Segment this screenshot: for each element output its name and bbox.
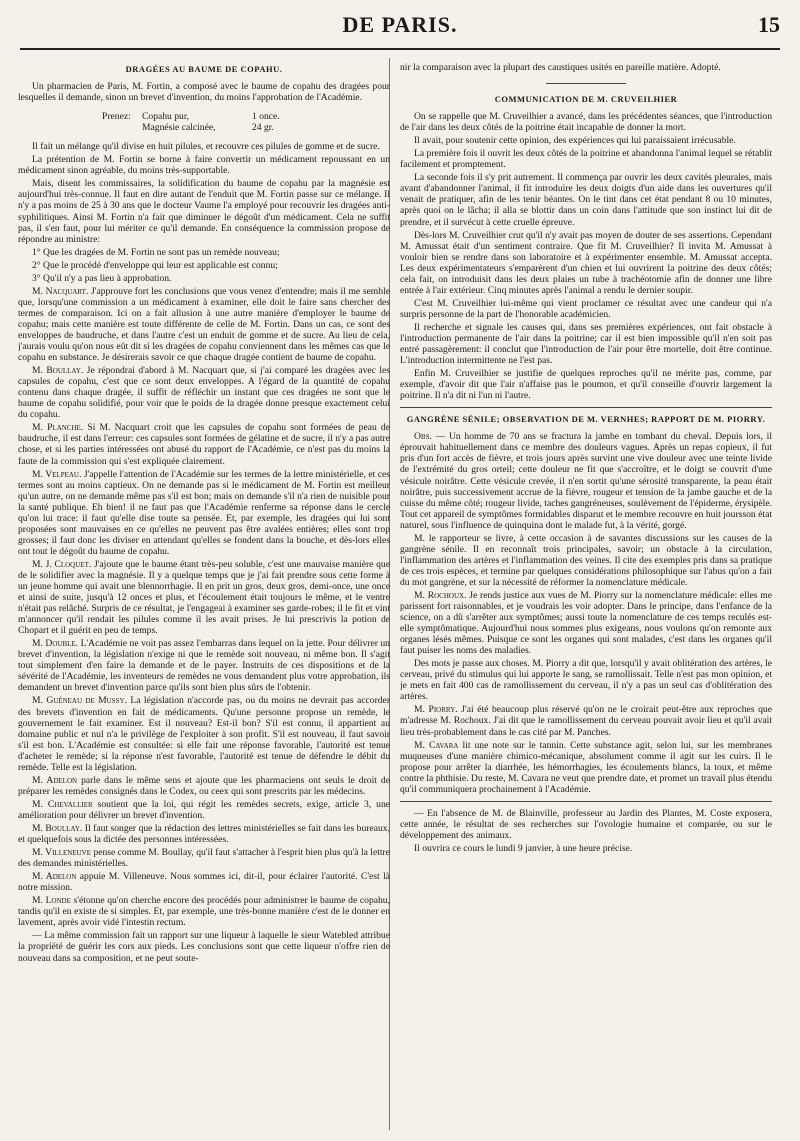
speech-paragraph: [18, 559, 390, 636]
page-header: [20, 8, 780, 48]
paragraph: Enfin M. Cruveilhier se justifie de quelques reproches qu'il ne mérite pas, comme, par exemple, d'avoir dit que l'air n'affaise pas le poumon, et qu'il conseille d'ouvrir largement la poitrine. Il n'a dit ni l'un ni l'autre.: [400, 368, 772, 402]
left-column: [18, 62, 390, 1132]
section-title-copahu: DRAGÉES AU BAUME DE COPAHU.: [125, 64, 283, 74]
speaker-name: M. Boullay.: [32, 823, 83, 834]
speech-paragraph: [18, 286, 390, 363]
speaker-name: M. Adelon: [32, 774, 78, 786]
speaker-name: M. Nacquart.: [32, 285, 89, 297]
speech-text: J'ajoute que le baume étant très-peu soluble, c'est une mauvaise manière que de le solidifier avec la magnésie. Il y a quelque temps que je j'ai fait prendre sous cette forme à un jeune homme qui avait une blennorrhagie. Il en prit un gros, deux gros, demi-once, une once et ainsi de suite, jusqu'à 12 onces et plus, et l'écoulement était toujours le même, et le ventre n'était pas relâché. Surpris de ce résultat, je l'engageai à examiner ses garde-robes; il le fit et vint m'annoncer qu'il rendait les pilules comme il les avait prises. Je lui prescrivis la potion de Chopart et il guérit en peu de temps.: [18, 558, 390, 637]
formula-quantity: 24 gr.: [252, 122, 274, 134]
paragraph: M. le rapporteur se livre, à cette occasion à de savantes discussions sur les causes de la gangrène sénile. Il en reconnaît trois principales, savoir; un obstacle à la circulation, l'inflammation des artères et l'inflammation des veines. Il cite des exemples pris dans sa pratique de ces trois espèces, et termine par quelques considérations philosophique sur l'abus qu'on a fait du mot gangrène, et sur la nécessité de réformer la nomenclature médicale.: [400, 532, 772, 588]
section-rule: [400, 407, 772, 408]
right-column: [400, 62, 772, 1132]
speech-text: L'Académie ne voit pas assez l'embarras dans lequel on la jette. Pour délivrer un brevet d'invention, la législation n'exige ni que le remède soit nouveau, ni même bon. Il s'agit tout simplement d'en faire la demande et de le payer. Instruits de ces dispositions et de la sévérité de l'Académie, les inventeurs de remèdes ne vous demandent plus votre approbation, ils demandent un brevet d'invention parce qu'ils sont bien plus sûrs de l'obtenir.: [18, 638, 390, 694]
speaker-name: M. Rochoux.: [414, 589, 467, 601]
speech-text: J'ai été beaucoup plus réservé qu'on ne le croirait peut-être aux reproches que m'adresse M. Rochoux. J'ai dit que le ramollissement du cerveau pouvait avoir lieu et qu'il avait lieu très-probablement dans le cas cité par M. Panches.: [400, 704, 772, 738]
speech-paragraph: [400, 704, 772, 737]
paragraph: Un pharmacien de Paris, M. Fortin, a composé avec le baume de copahu des dragées pour lesquelles il demande, sinon un brevet d'invention, du moins l'approbation de l'Académie.: [18, 81, 390, 104]
paragraph: C'est M. Cruveilhier lui-même qui vient proclamer ce résultat avec une candeur qui n'a surpris personne de la part de l'honorable académicien.: [400, 297, 772, 320]
speaker-name: M. Double.: [32, 638, 79, 650]
paragraph: Il fait un mélange qu'il divise en huit pilules, et recouvre ces pilules de gomme et de sucre.: [32, 141, 380, 153]
speaker-name: M. Cavara: [414, 739, 459, 751]
speech-paragraph: [18, 422, 390, 466]
speech-paragraph: [18, 799, 390, 821]
formula-block: [102, 111, 390, 133]
speaker-name: M. Boullay.: [32, 365, 84, 377]
speech-paragraph: [18, 895, 390, 928]
paragraph: — En l'absence de M. de Blainville, professeur au Jardin des Plantes, M. Coste exposera, cette année, le résultat de ses recherches sur l'ovologie humaine et comparée, ou sur le développement des animaux.: [400, 807, 772, 841]
list-item: 3° Qu'il n'y a pas lieu à approbation.: [32, 272, 172, 284]
paragraph: nir la comparaison avec la plupart des caustiques usités en pareille matière. Adopté.: [400, 62, 721, 73]
speaker-name: M. Chevallier: [32, 798, 93, 810]
paragraph: Mais, disent les commissaires, la solidification du baume de copahu par la magnésie est aujourd'hui très-connue. Il faut en dire autant de l'enduit que M. Fortin passe sur ce mélange. Il n'y a pas moins de 25 à 30 ans que le docteur Vaume l'a employé pour recouvrir les dragées anti-syphilitiques. Ainsi M. Fortin n'a fait que diminuer le dégoût d'un médicament. Cela ne suffit pas, il s'en faut, pour lui mériter ce qu'il demande. En conséquence la commission propose de répondre au ministre:: [18, 178, 390, 245]
page-number: 15: [758, 12, 780, 37]
speech-text: La législation n'accorde pas, ou du moins ne devrait pas accorder des brevets d'invention en fait de médicaments. Qu'une personne propose un remède, le gouvernement le fait examiner. Est il nouveau? Est-il bon? S'il est connu, il appartient au domaine public et nul n'a le privilège de l'exploiter à son profit. S'il est nouveau, il faut savoir s'il est bon. L'Académie est consultée: si elle fait une réponse favorable, l'autorité est tenue d'acheter le remède; si la réponse n'est favorable, l'autorité est tenue de défendre le débit du remède. Telle est la législation.: [18, 695, 390, 773]
speech-paragraph: [400, 740, 772, 795]
speaker-name: M. Velpeau.: [32, 468, 82, 480]
speech-paragraph: [18, 871, 390, 893]
speaker-name: M. Guéneau de Mussy.: [32, 695, 127, 707]
speech-paragraph: [18, 775, 390, 797]
speech-text: lit une note sur le tannin. Cette substance agit, selon lui, sur les membranes muqueuses d'une manière chimico-mécanique, absolument comme il agit sur les cuirs. Il le propose pour arrêter la diarrhée, les hémorrhagies, les écoulements blancs, la toux, et même contre la phthisie. Du reste, M. Cavara ne veut que prendre date, et promet un travail plus étendu qu'il communiquera prochainement à l'Académie.: [400, 739, 772, 795]
paragraph: Il ouvrira ce cours le lundi 9 janvier, à une heure précise.: [414, 842, 633, 854]
paragraph: La seconde fois il s'y prit autrement. Il commença par ouvrir les deux cavités pleurales, mais avant d'abandonner l'animal, il fit introduire les deux doigts d'un aide dans les ouvertures qu'il venait de pratiquer, afin de les tenir béantes. On le tint dans cet état pendant 8 ou 10 minutes, après quoi on le lâcha; il alla se blottir dans un coin dans l'attitude que son instinct lui dit de prendre, et il survécut à cette cruelle épreuve.: [400, 172, 772, 228]
list-item: 2° Que le procédé d'enveloppe qui leur est applicable est connu;: [32, 259, 278, 271]
speech-paragraph: [18, 847, 390, 869]
speech-paragraph: [400, 431, 772, 530]
section-title-cruveilhier: COMMUNICATION DE M. CRUVEILHIER: [494, 94, 678, 105]
formula-quantity: 1 once.: [252, 111, 280, 123]
speech-text: Je répondrai d'abord à M. Nacquart que, si j'ai comparé les dragées avec les capsules de copahu, c'est que ce sont deux enveloppes. A l'égard de la quantité de copahu contenu dans chaque dragée, il suffit de réfléchir un instant que ces dragées ne sont que le baume de copahu solidifié, pour voir que le poids de la dragée donne presque exactement celui du copahu.: [18, 365, 390, 421]
formula-line: [102, 122, 390, 133]
formula-line: [102, 111, 390, 122]
speech-paragraph: [18, 823, 390, 845]
speech-paragraph: [18, 365, 390, 420]
speaker-name: M. J. Cloquet.: [32, 558, 92, 570]
speech-text: s'étonne qu'on cherche encore des procédés pour administrer le baume de copahu, tandis qu'il en existe de si simples. Et, par exemple, une très-bonne manière c'est de le donner en lavement, après avoir vidé l'intestin rectum.: [18, 895, 390, 929]
speech-text: Si M. Nacquart croit que les capsules de copahu sont formées de peau de baudruche, il est dans l'erreur: ces capsules sont formées de gélatine et de sucre, il n'y a pas autre chose, et si les parties intéressées ont abusé du rapport de l'Académie, ce n'est pas du moins la faute de la commission qui s'est expliquée clairement.: [18, 422, 390, 467]
speech-text: — Un homme de 70 ans se fractura la jambe en tombant du cheval. Depuis lors, il éprouvait habituellement dans ce membre des douleurs vagues. Après un repas copieux, il fut pris d'un fort accès de fièvre, et trois jours après survint une vive douleur avec une teinte livide de l'extrémité du gros orteil; cette douleur ne fit que s'accroître, et le doigt se couvrit d'une vésicule noirâtre. Cette vésicule crevée, il n'en sortit qu'une sérosité transparente, la peau était noirâtre, puis successivement accrue de la fièvre, rougeur et tension de la jambe gauche et de la cuisse du même côté; rougeur livide, taches gangréneuses, soulèvement de l'épiderme, érysipèle. Tout cet appareil de symptômes formidables disparut et le membre recouvre en huit joursson état naturel, sous l'influence de quinquina dont le malade fut, à la vérité, gorgé.: [400, 431, 772, 531]
conclusions-list: [18, 247, 390, 284]
section-rule: [400, 801, 772, 802]
speech-text: appuie M. Villeneuve. Nous sommes ici, dit-il, pour éclairer l'autorité. C'est là notre mission.: [18, 871, 390, 894]
speech-text: Je rends justice aux vues de M. Piorry sur la nomenclature médicale: elles me parissent fort raisonnables, et je voudrais les voir adopter. Dans le principe, dans l'enfance de la science, on a dû s'arrêter aux symptômes; aussi toute la nomenclature de ces temps reculés est-elle symptômatique. Aujourd'hui nous sommes plus exigeans, nous voulons qu'on remonte aux organes lésés mêmes. Puisque ce sont les organes qui sont malades, c'est dans les organes qu'il faut puiser les noms des maladies.: [400, 589, 772, 657]
speaker-name: M. Villeneuve: [32, 847, 91, 859]
formula-label: Prenez:: [102, 111, 131, 123]
speaker-name: M. Londe: [32, 895, 71, 907]
speech-paragraph: [18, 638, 390, 693]
formula-ingredient: Copahu pur,: [142, 111, 190, 123]
speech-text: Il faut songer que la rédaction des lettres ministérielles se fait dans les bureaux, et quelquefois sous la dictée des personnes intéressées.: [18, 823, 390, 846]
speech-text: J'approuve fort les conclusions que vous venez d'entendre; mais il me semble que, lorsqu'une commission a un médicament à examiner, elle doit le faire sans chercher des termes de comparaison. Ici on a fait allusion à une autre manière d'employer le baume de copahu; mais cette manière est toute différente de celle de M. Fortin. Dans un cas, ce sont des enveloppes de baudruche, et dans l'autre c'est un enduit de gomme et de sucre. Au lieu de cela, j'aurais voulu qu'on nous eût dit si les dragées de copahu conviennent dans les mêmes cas que le copahu en substance. Je désirerais savoir ce que chaque dragée contient de baume de copahu.: [18, 285, 390, 364]
speech-paragraph: [18, 469, 390, 557]
speaker-name: M. Planche.: [32, 422, 84, 434]
speech-text: pense comme M. Boullay, qu'il faut s'attacher à l'esprit bien plus qu'à la lettre des demandes ministérielles.: [18, 847, 390, 870]
speaker-name: Obs.: [414, 431, 432, 443]
paragraph: Il recherche et signale les causes qui, dans ses premières expériences, ont fait obstacle à l'introduction permanente de l'air dans la poitrine; car il est bien impossible qu'il n'en soit pas entré passagèrement: il conclut que l'introduction de l'air pour être mortelle, doit être continue. L'introduction intermittente ne l'est pas.: [400, 321, 772, 367]
paragraph: La prétention de M. Fortin se borne à faire convertir un médicament repoussant en un médicament sinon agréable, du moins très-supportable.: [18, 154, 390, 177]
speech-text: J'appelle l'attention de l'Académie sur les termes de la lettre ministérielle, et ces termes sont au moins captieux. On ne demande pas si le médicament de M. Fortin est meilleur qu'un autre, on ne demande même pas s'il est bon; mais on demande s'il n'a rien de nuisible pour la santé publique. Eh bien! il ne faut pas que l'Académie renferme sa réponse dans le cercle qu'on lui trace: il faut qu'elle dise toute sa pensée. Et, par exemple, les dragées qui lui sont proposées sont mauvaises en ce qu'elles ne peuvent pas être avalées entières; elles sont trop grosses; il faut donc les diviser en attendant qu'elles se fondent dans la bouche, et dès-lors elles ont tout le dégoût du baume de copahu.: [18, 468, 390, 557]
paragraph: On se rappelle que M. Cruveilhier a avancé, dans les précédentes séances, que l'introduction de l'air dans les deux côtés de la poitrine était incapable de donner la mort.: [400, 111, 772, 134]
section-title-gangrene: GANGRÈNE SÉNILE; OBSERVATION DE M. VERNHES; RAPPORT DE M. PIORRY.: [406, 414, 766, 425]
section-rule: [546, 83, 626, 84]
speaker-name: M. Adelon: [32, 871, 77, 883]
paragraph: Il avait, pour soutenir cette opinion, des expériences qui lui paraissaient irrécusable.: [414, 135, 736, 147]
speech-text: soutient que la loi, qui régit les remèdes secrets, exige, article 3, une amélioration pour délivrer un brevet d'invention.: [18, 798, 390, 821]
speech-paragraph: [18, 695, 390, 772]
running-title: DE PARIS.: [342, 12, 458, 37]
speech-paragraph: [400, 590, 772, 656]
header-rule: [20, 48, 780, 50]
list-item: 1° Que les dragées de M. Fortin ne sont pas un remède nouveau;: [32, 246, 280, 258]
formula-ingredient: Magnésie calcinée,: [142, 122, 216, 134]
paragraph: Dès-lors M. Cruveilhier crut qu'il n'y avait pas moyen de douter de ses assertions. Cependant M. Amussat était d'un sentiment contraire. Que fit M. Cruveilhier? Il invita M. Amussat à vouloir bien se rendre dans son laboratoire et à expérimenter ensemble. M. Amussat accepta. Les deux expérimentateurs s'emparèrent d'un chien et lui ouvrirent la poitrine des deux côtés; cela fait, on introduisit dans les deux plaies un tube à trachéotomie afin de donner une libre entrée à l'air extérieur. Cinq minutes après l'animal a rendu le dernier soupir.: [400, 229, 772, 296]
speaker-name: M. Piorry.: [414, 704, 458, 716]
paragraph: — La même commission fait un rapport sur une liqueur à laquelle le sieur Watebled attribue la propriété de guérir les cors aux pieds. Les conclusions sont que cette liqueur n'offre rien de nouveau dans sa composition, et ne peut soute-: [18, 930, 390, 964]
speech-text: parle dans le même sens et ajoute que les pharmaciens ont seuls le droit de préparer les remèdes consignés dans le Codex, ou ceex qui sont prescrits par les médecins.: [18, 774, 390, 797]
paragraph: Des mots je passe aux choses. M. Piorry a dit que, lorsqu'il y avait oblitération des artères, le cerveau, privé du stimulus qui lui apporte le sang, se ramollissait. Telle n'est pas mon opinion, et je mets en fait 400 cas de ramollissement du cerveau, il n'y a pas un seul cas d'oblitération des artères.: [400, 658, 772, 703]
paragraph: La première fois il ouvrit les deux côtés de la poitrine et abandonna l'animal lequel se rétablit facilement et promptement.: [400, 148, 772, 171]
